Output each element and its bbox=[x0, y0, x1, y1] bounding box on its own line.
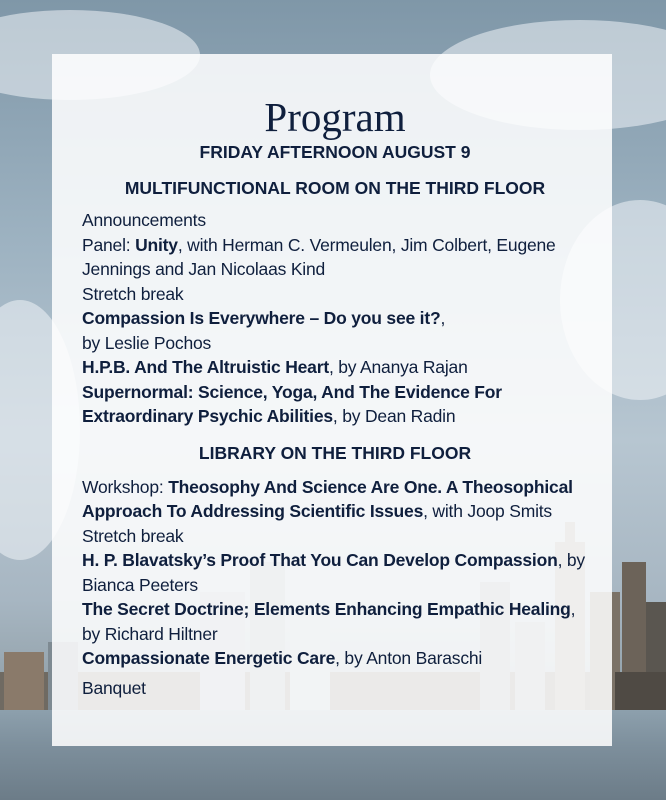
program-item-banquet: Banquet bbox=[82, 677, 146, 698]
program-panel bbox=[52, 54, 612, 746]
blavatsky-speaker: , by Bianca Peeters bbox=[82, 550, 585, 595]
workshop-prefix: Workshop: bbox=[82, 476, 169, 497]
program-item-workshop bbox=[82, 475, 588, 524]
room-heading-library: LIBRARY ON THE THIRD FLOOR bbox=[198, 442, 472, 463]
compassion-title: Compassion Is Everywhere – Do you see it? bbox=[82, 308, 441, 328]
day-heading: FRIDAY AFTERNOON AUGUST 9 bbox=[199, 142, 471, 162]
program-item-announcements: Announcements bbox=[82, 210, 206, 230]
program-item-stretch-break: Stretch break bbox=[82, 525, 184, 546]
energetic-title: Compassionate Energetic Care bbox=[82, 648, 336, 668]
program-item-secret-doctrine bbox=[82, 597, 588, 646]
secret-title: The Secret Doctrine; Elements Enhancing Empathic Healing bbox=[82, 599, 571, 619]
blavatsky-title: H. P. Blavatsky’s Proof That You Can Develop Compassion bbox=[82, 550, 558, 570]
panel-prefix: Panel: bbox=[82, 234, 136, 255]
program-item-blavatsky bbox=[82, 548, 588, 597]
energetic-speaker: , by Anton Baraschi bbox=[335, 648, 483, 668]
hpb-speaker: , by Ananya Rajan bbox=[328, 357, 468, 377]
program-item-energetic-care bbox=[82, 646, 588, 671]
panel-title: Unity bbox=[135, 234, 178, 255]
program-item-hpb bbox=[82, 355, 588, 380]
panel-speakers: , with Herman C. Vermeulen, Jim Colbert, Eugene Jennings and Jan Nicolaas Kind bbox=[82, 234, 556, 279]
workshop-speaker: , with Joop Smits bbox=[423, 501, 552, 521]
compassion-comma: , bbox=[440, 308, 446, 328]
hpb-title: H.P.B. And The Altruistic Heart bbox=[82, 357, 329, 377]
session-list-library bbox=[82, 475, 588, 701]
program-item-stretch-break: Stretch break bbox=[82, 283, 184, 304]
workshop-title: Theosophy And Science Are One. A Theosophical Approach To Addressing Scientific Issues bbox=[82, 476, 573, 521]
supernormal-speaker: , by Dean Radin bbox=[332, 406, 456, 426]
supernormal-title: Supernormal: Science, Yoga, And The Evidence For Extraordinary Psychic Abilities bbox=[82, 381, 502, 426]
program-item-panel bbox=[82, 233, 588, 282]
compassion-speaker: by Leslie Pochos bbox=[82, 332, 212, 353]
page-title: Program bbox=[264, 94, 406, 140]
program-item-supernormal bbox=[82, 380, 588, 429]
room-heading-multifunctional: MULTIFUNCTIONAL ROOM ON THE THIRD FLOOR bbox=[124, 178, 546, 198]
program-item-compassion bbox=[82, 306, 588, 355]
session-list-room1 bbox=[82, 208, 588, 429]
secret-speaker: , by Richard Hiltner bbox=[82, 599, 576, 644]
